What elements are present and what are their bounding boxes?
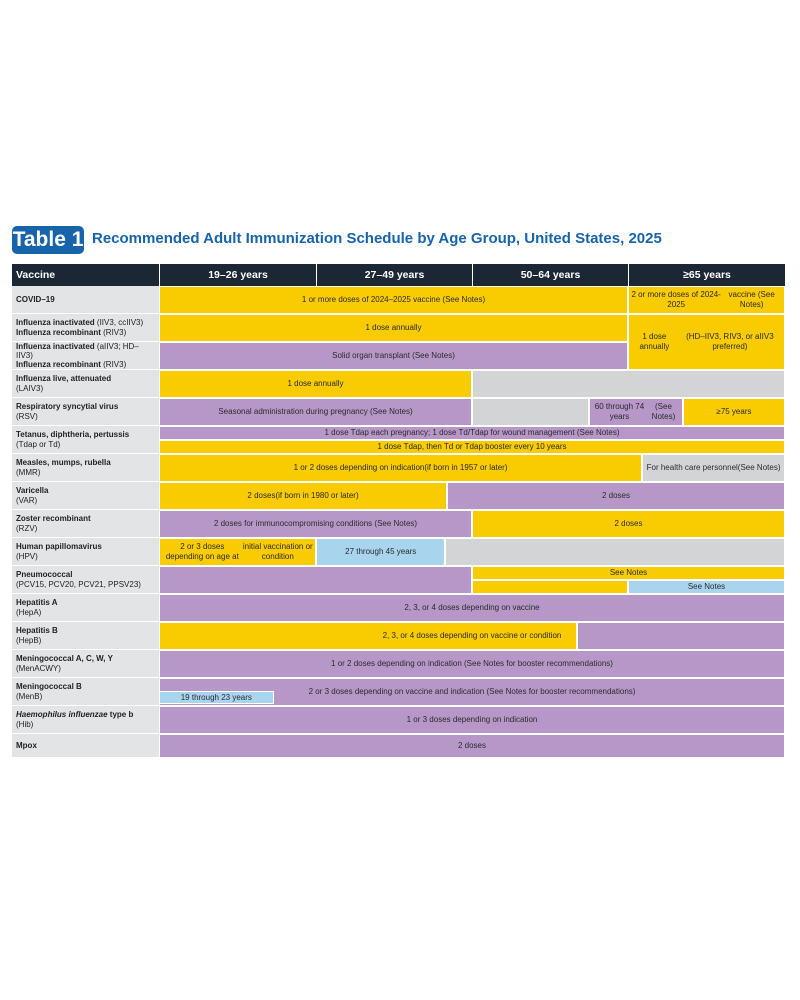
vaccine-name: Influenza inactivated [16,318,95,328]
vaccine-name: Meningococcal A, C, W, Y [16,654,113,664]
vaccine-name: Tetanus, diphtheria, pertussis [16,430,130,440]
schedule-bar: 1 or 3 doses depending on indication [159,706,785,734]
vaccine-name: COVID–19 [16,294,55,304]
vaccine-name: Pneumococcal [16,570,73,580]
vaccine-name: Haemophilus influenzae type b [16,710,134,720]
schedule-bar: 1 dose Tdap each pregnancy; 1 dose Td/Tdap for wound management (See Notes) [159,426,785,440]
schedule-frame [0,210,800,770]
schedule-bar: For health care personnel (See Notes) [642,454,785,482]
vaccine-label [12,622,159,650]
vaccine-abbr: (aIIV3; HD–IIV3) [16,341,139,360]
schedule-bar: 2 or 3 doses depending on age at initial vaccination or condition [159,538,316,566]
vaccine-abbr: (VAR) [16,495,38,505]
vaccine-label [12,342,159,370]
schedule-bar [472,398,589,426]
vaccine-name: Meningococcal B [16,682,82,692]
vaccine-abbr: (HepB) [16,635,42,645]
vaccine-label [12,398,159,426]
vaccine-abbr: (MenB) [16,691,43,701]
schedule-bar: 2 doses [159,734,785,758]
schedule-bar: 19 through 23 years [159,691,274,704]
vaccine-label [12,594,159,622]
schedule-bar: 1 or 2 doses depending on indication (See Notes for booster recommendations) [159,650,785,678]
schedule-bar: 2, 3, or 4 doses depending on vaccine or condition [382,631,562,641]
vaccine-abbr: (Tdap or Td) [16,439,61,449]
vaccine-label [12,538,159,566]
schedule-bar: 27 through 45 years [316,538,445,566]
header-50-64: 50–64 years [472,264,628,286]
schedule-bar: 2 doses for immunocompromising conditions (See Notes) [159,510,472,538]
vaccine-name: Mpox [16,740,37,750]
schedule-bar: ≥75 years [683,398,785,426]
header-65-plus: ≥65 years [628,264,785,286]
vaccine-abbr: (HepA) [16,607,42,617]
schedule-bar: 1 dose Tdap, then Td or Tdap booster every 10 years [159,440,785,454]
vaccine-name: Hepatitis A [16,598,58,608]
vaccine-name: Respiratory syncytial virus [16,402,119,412]
vaccine-label [12,510,159,538]
schedule-bar: 2 doses (if born in 1980 or later) [159,482,447,510]
header-vaccine: Vaccine [12,264,159,286]
vaccine-label [12,314,159,342]
schedule-bar: 2, 3, or 4 doses depending on vaccine [159,594,785,622]
schedule-bar: See Notes [472,566,785,580]
vaccine-label [12,426,159,454]
schedule-bar [472,580,628,594]
vaccine-abbr: (RZV) [16,523,38,533]
schedule-bar: 2 doses [447,482,785,510]
schedule-bar [445,538,785,566]
vaccine-label [12,370,159,398]
vaccine-abbr: (MenACWY) [16,663,61,673]
vaccine-abbr: (Hib) [16,719,34,729]
vaccine-name: Influenza recombinant [16,360,101,370]
vaccine-name: Human papillomavirus [16,542,102,552]
schedule-bar: Solid organ transplant (See Notes) [159,342,628,370]
schedule-bar: 1 dose annually [159,370,472,398]
table-title: Recommended Adult Immunization Schedule by Age Group, United States, 2025 [92,230,662,247]
vaccine-label [12,286,159,314]
vaccine-abbr: (RIV3) [103,327,127,337]
header-19-26: 19–26 years [159,264,316,286]
vaccine-name: Hepatitis B [16,626,58,636]
schedule-bar [472,370,785,398]
vaccine-name: Varicella [16,486,49,496]
vaccine-abbr: (RIV3) [103,360,127,370]
vaccine-name: Influenza live, attenuated [16,374,112,384]
vaccine-abbr: (LAIV3) [16,383,44,393]
schedule-bar: 1 or 2 doses depending on indication (if born in 1957 or later) [159,454,642,482]
vaccine-name: Zoster recombinant [16,514,91,524]
schedule-bar: 2 or more doses of 2024-2025 vaccine (See Notes) [628,286,785,314]
schedule-bar: 1 or more doses of 2024–2025 vaccine (See Notes) [159,286,628,314]
vaccine-abbr: (IIV3, ccIIV3) [96,318,144,328]
schedule-bar: 1 dose annually (HD–IIV3, RIV3, or aIIV3 preferred) [628,314,785,370]
vaccine-name: Measles, mumps, rubella [16,458,111,468]
header-27-49: 27–49 years [316,264,472,286]
vaccine-label [12,454,159,482]
vaccine-label [12,734,159,758]
schedule-bar: 2 or 3 doses depending on vaccine and indication (See Notes for booster recommendations) [159,678,785,706]
vaccine-label [12,650,159,678]
vaccine-label [12,566,159,594]
vaccine-abbr: (PCV15, PCV20, PCV21, PPSV23) [16,579,141,589]
vaccine-name: Influenza inactivated [16,341,95,351]
schedule-bar [159,566,472,594]
vaccine-name: Influenza recombinant [16,327,101,337]
table-badge: Table 1 [12,226,84,254]
vaccine-label [12,706,159,734]
schedule-bar: Seasonal administration during pregnancy (See Notes) [159,398,472,426]
vaccine-label [12,678,159,706]
vaccine-abbr: (HPV) [16,551,38,561]
vaccine-abbr: (MMR) [16,467,41,477]
schedule-bar: 60 through 74 years (See Notes) [589,398,683,426]
vaccine-abbr: (RSV) [16,411,38,421]
schedule-bar: See Notes [628,580,785,594]
schedule-bar: 1 dose annually [159,314,628,342]
schedule-bar: 2 doses [472,510,785,538]
vaccine-label [12,482,159,510]
